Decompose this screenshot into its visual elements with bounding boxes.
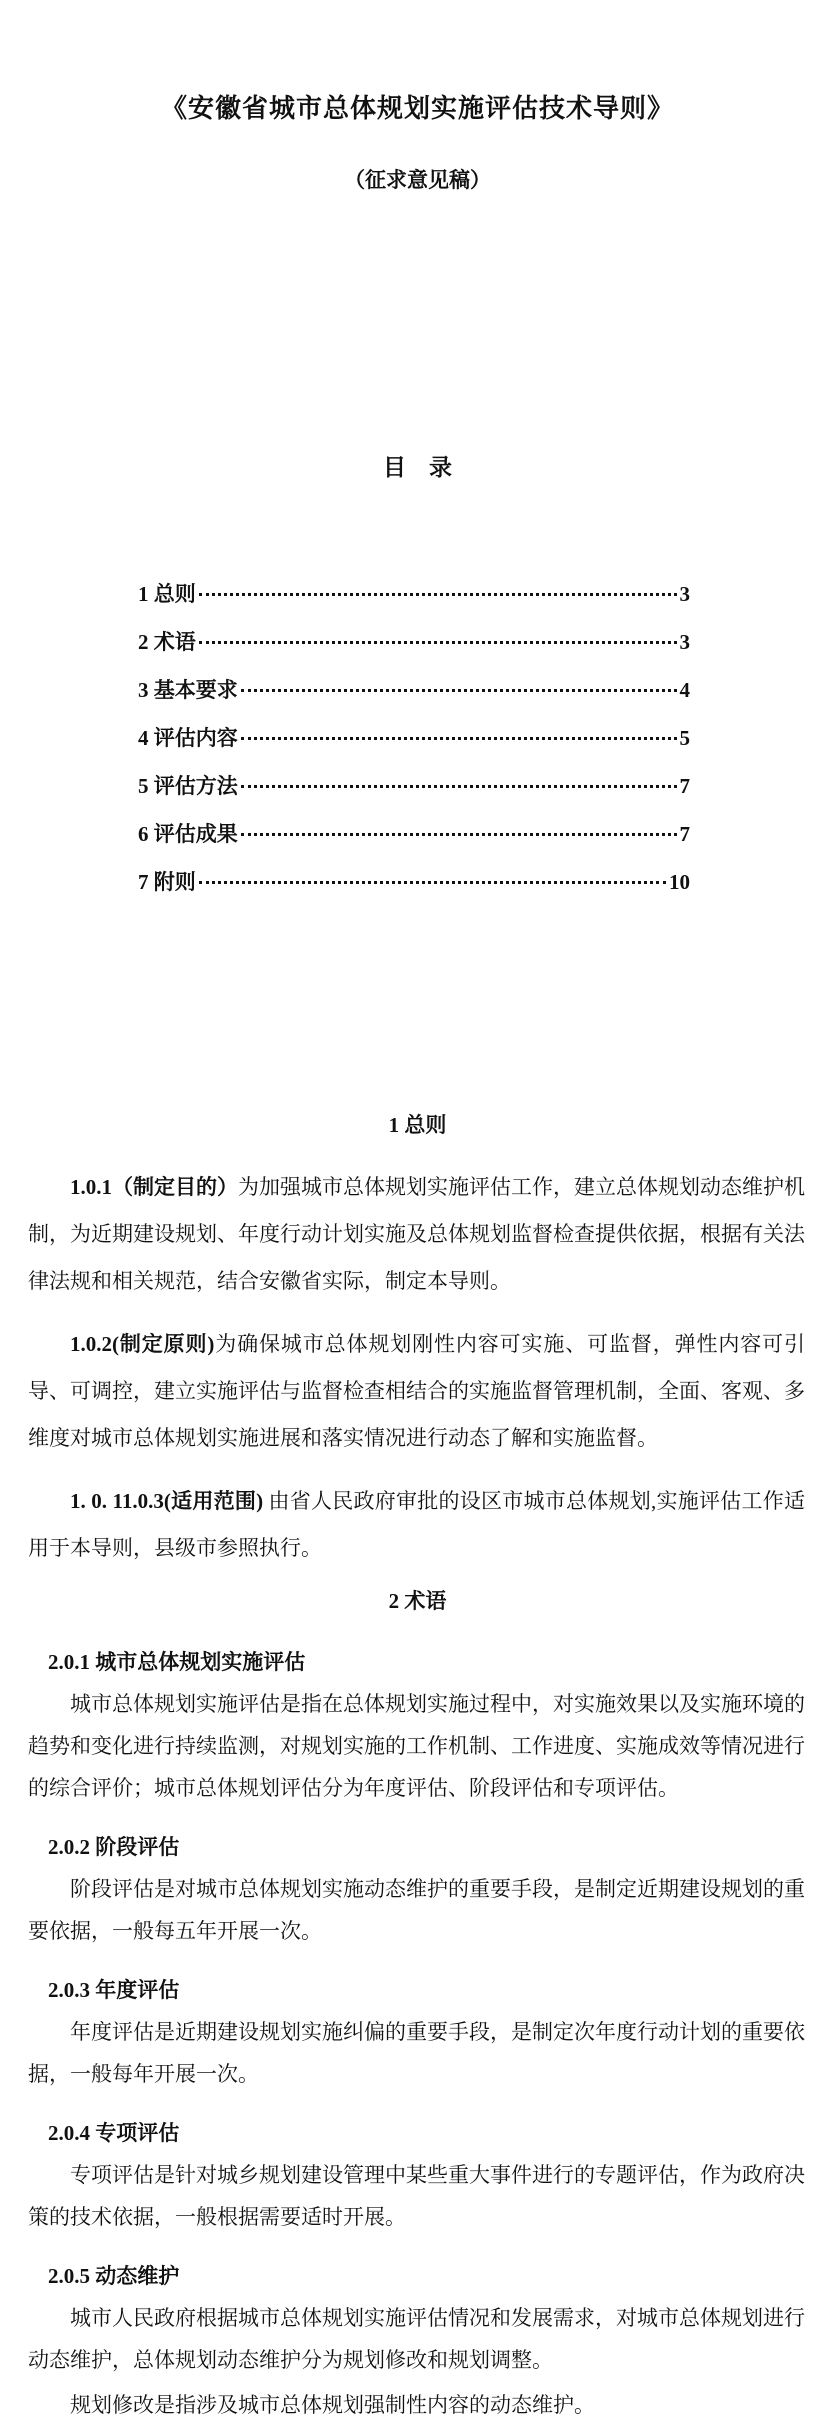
toc-entry-label: 7 附则 (138, 870, 196, 894)
section-2-heading: 2 术语 (388, 1589, 447, 1613)
clause-text: 由省人民政府审批的设区市城市总体规划,实施评估工作适用于本导则，县级市参照执行。 (28, 1489, 805, 1560)
toc-dotted-leader (241, 737, 677, 740)
toc-entry-label: 3 基本要求 (138, 678, 238, 702)
clause-paragraph (28, 1321, 805, 1462)
section-2-body (28, 1644, 805, 2426)
clause-label: 1.0.1（制定目的） (70, 1175, 238, 1199)
toc-dotted-leader (199, 593, 677, 596)
table-of-contents (138, 578, 690, 914)
clause-label: 1.0.2(制定原则) (70, 1332, 215, 1356)
section-1-heading: 1 总则 (388, 1113, 447, 1137)
toc-entry (138, 818, 690, 866)
toc-entry (138, 866, 690, 914)
toc-title: 目 录 (383, 455, 452, 480)
toc-entry-page: 7 (679, 822, 690, 846)
term-definition: 年度评估是近期建设规划实施纠偏的重要手段，是制定次年度行动计划的重要依据，一般每年开展一次。 (28, 2020, 805, 2086)
toc-entry-page: 5 (679, 726, 690, 750)
toc-entry-label: 5 评估方法 (138, 774, 238, 798)
term-heading: 2.0.4 专项评估 (48, 2121, 180, 2145)
clause-text: 为加强城市总体规划实施评估工作，建立总体规划动态维护机制，为近期建设规划、年度行动计划实施及总体规划监督检查提供依据，根据有关法律法规和相关规范，结合安徽省实际，制定本导则。 (28, 1175, 805, 1293)
toc-entry-page: 10 (669, 870, 690, 894)
toc-entry-page: 4 (679, 678, 690, 702)
term-definition: 阶段评估是对城市总体规划实施动态维护的重要手段，是制定近期建设规划的重要依据，一般每五年开展一次。 (28, 1877, 805, 1943)
clause-label: 1. 0. 11.0.3(适用范围) (70, 1489, 264, 1513)
toc-entry (138, 578, 690, 626)
toc-entry (138, 770, 690, 818)
toc-dotted-leader (199, 881, 666, 884)
clause-text: 为确保城市总体规划刚性内容可实施、可监督，弹性内容可引导、可调控，建立实施评估与监督检查相结合的实施监督管理机制，全面、客观、多维度对城市总体规划实施进展和落实情况进行动态了解和实施监督。 (28, 1332, 805, 1450)
toc-entry-label: 2 术语 (138, 630, 196, 654)
toc-dotted-leader (241, 833, 677, 836)
document-subtitle: （征求意见稿） (344, 169, 491, 192)
toc-dotted-leader (199, 641, 677, 644)
term-definition: 城市总体规划实施评估是指在总体规划实施过程中，对实施效果以及实施环境的趋势和变化进行持续监测，对规划实施的工作机制、工作进度、实施成效等情况进行的综合评价；城市总体规划评估分为年度评估、阶段评估和专项评估。 (28, 1692, 805, 1800)
term-heading: 2.0.5 动态维护 (48, 2264, 180, 2288)
term-heading: 2.0.2 阶段评估 (48, 1835, 180, 1859)
toc-entry-label: 4 评估内容 (138, 726, 238, 750)
toc-entry (138, 626, 690, 674)
clause-paragraph (28, 1478, 805, 1572)
toc-entry-label: 6 评估成果 (138, 822, 238, 846)
toc-entry-page: 7 (679, 774, 690, 798)
term-heading: 2.0.1 城市总体规划实施评估 (48, 1650, 306, 1674)
clause-paragraph (28, 1164, 805, 1305)
section-1-body (28, 1164, 805, 1572)
toc-entry (138, 722, 690, 770)
toc-entry-page: 3 (679, 582, 690, 606)
document-title: 《安徽省城市总体规划实施评估技术导则》 (160, 93, 674, 123)
toc-entry (138, 674, 690, 722)
term-definition: 专项评估是针对城乡规划建设管理中某些重大事件进行的专题评估，作为政府决策的技术依据，一般根据需要适时开展。 (28, 2163, 805, 2229)
term-heading: 2.0.3 年度评估 (48, 1978, 180, 2002)
toc-dotted-leader (241, 689, 677, 692)
toc-entry-page: 3 (679, 630, 690, 654)
term-definition: 规划修改是指涉及城市总体规划强制性内容的动态维护。 (70, 2393, 595, 2417)
toc-dotted-leader (241, 785, 677, 788)
term-definition: 城市人民政府根据城市总体规划实施评估情况和发展需求，对城市总体规划进行动态维护，总体规划动态维护分为规划修改和规划调整。 (28, 2306, 805, 2372)
toc-entry-label: 1 总则 (138, 582, 196, 606)
